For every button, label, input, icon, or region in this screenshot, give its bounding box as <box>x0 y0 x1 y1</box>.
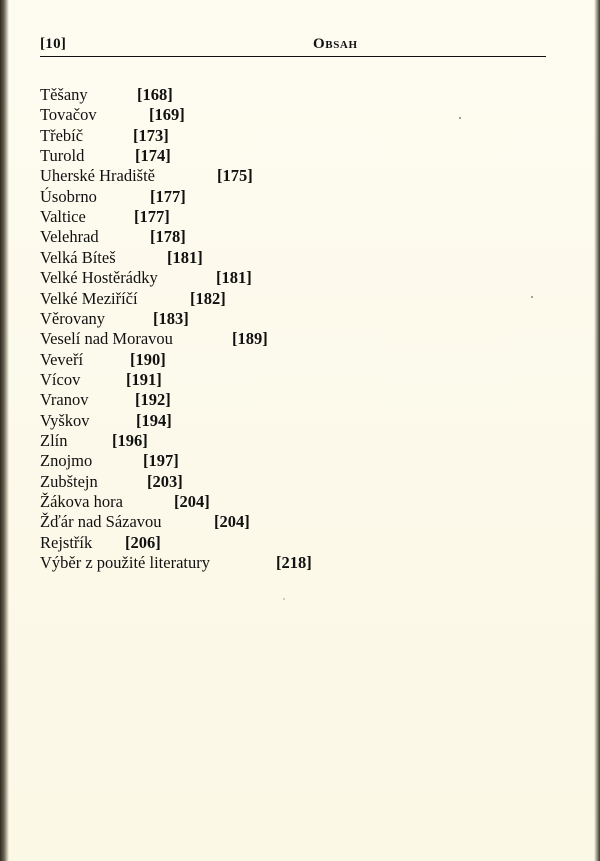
toc-entry-title: Věrovany <box>40 308 106 328</box>
toc-entry-title: Výběr z použité literatury <box>40 553 210 573</box>
toc-entry-page: [174] <box>135 146 171 166</box>
toc-entry-title: Znojmo <box>40 451 93 471</box>
toc-entry-title: Žďár nad Sázavou <box>40 512 162 532</box>
page-edge-shadow-right <box>594 0 600 861</box>
paper-speck <box>459 117 461 119</box>
page-header <box>40 34 546 57</box>
toc-entry-page: [177] <box>134 207 170 227</box>
toc-entry-page: [181] <box>216 268 252 288</box>
toc-entry-title: Vícov <box>40 369 81 389</box>
toc-entry-title: Těšany <box>40 85 88 104</box>
toc-entry-page: [204] <box>174 492 210 511</box>
toc-entry-page: [178] <box>150 227 186 247</box>
toc-entry-page: [192] <box>135 390 171 410</box>
toc-entry-title: Zlín <box>40 430 68 450</box>
page-edge-shadow-left <box>0 0 9 861</box>
toc-entry-title: Veselí nad Moravou <box>40 329 173 349</box>
toc-entry-page: [189] <box>232 329 268 349</box>
toc-entry-title: Valtice <box>40 207 86 227</box>
toc-entry-title: Velká Bíteš <box>40 247 116 267</box>
toc-entry-title: Úsobrno <box>40 186 97 206</box>
page-number: [10] <box>40 36 67 52</box>
toc-entry-page: [197] <box>143 451 179 471</box>
toc-entry-page: [196] <box>112 430 148 450</box>
toc-entry-page: [194] <box>136 410 172 430</box>
toc-entry-page: [190] <box>130 349 166 369</box>
paper-speck <box>283 598 285 600</box>
paper-speck <box>531 296 533 298</box>
toc-entry-title: Žákova hora <box>40 492 123 511</box>
toc-entry-title: Uherské Hradiště <box>40 166 156 186</box>
toc-entry-page: [175] <box>217 166 253 186</box>
toc-entry-page: [183] <box>153 308 189 328</box>
toc-entry-page: [182] <box>190 288 226 308</box>
running-head: Obsah <box>313 36 358 52</box>
toc-entry-title: Velehrad <box>40 227 99 247</box>
toc-entry-page: [191] <box>126 369 162 389</box>
toc-entry-title: Velké Hostěrádky <box>40 268 158 288</box>
toc-entry-title: Veveří <box>40 349 84 369</box>
toc-entry-title: Zubštejn <box>40 471 98 491</box>
toc-entry-page: [206] <box>125 532 161 552</box>
toc-entry-page: [169] <box>149 105 185 125</box>
toc-entry-page: [173] <box>133 125 169 145</box>
toc-entry-page: [181] <box>167 247 203 267</box>
toc-entry-title: Tovačov <box>40 105 97 125</box>
toc-entry-page: [204] <box>214 512 250 532</box>
toc-entry-page: [177] <box>150 186 186 206</box>
toc-entry-title: Třebíč <box>40 125 84 145</box>
toc-entry-title: Vyškov <box>40 410 90 430</box>
toc-entry-title: Vranov <box>40 390 89 410</box>
toc-entry-page: [203] <box>147 471 183 491</box>
toc-entry-title: Rejstřík <box>40 532 93 552</box>
toc-entry-page: [168] <box>137 85 173 104</box>
toc-entry-title: Turold <box>40 146 85 166</box>
toc-entry-page: [218] <box>276 553 312 573</box>
toc-entry-title: Velké Meziříčí <box>40 288 138 308</box>
